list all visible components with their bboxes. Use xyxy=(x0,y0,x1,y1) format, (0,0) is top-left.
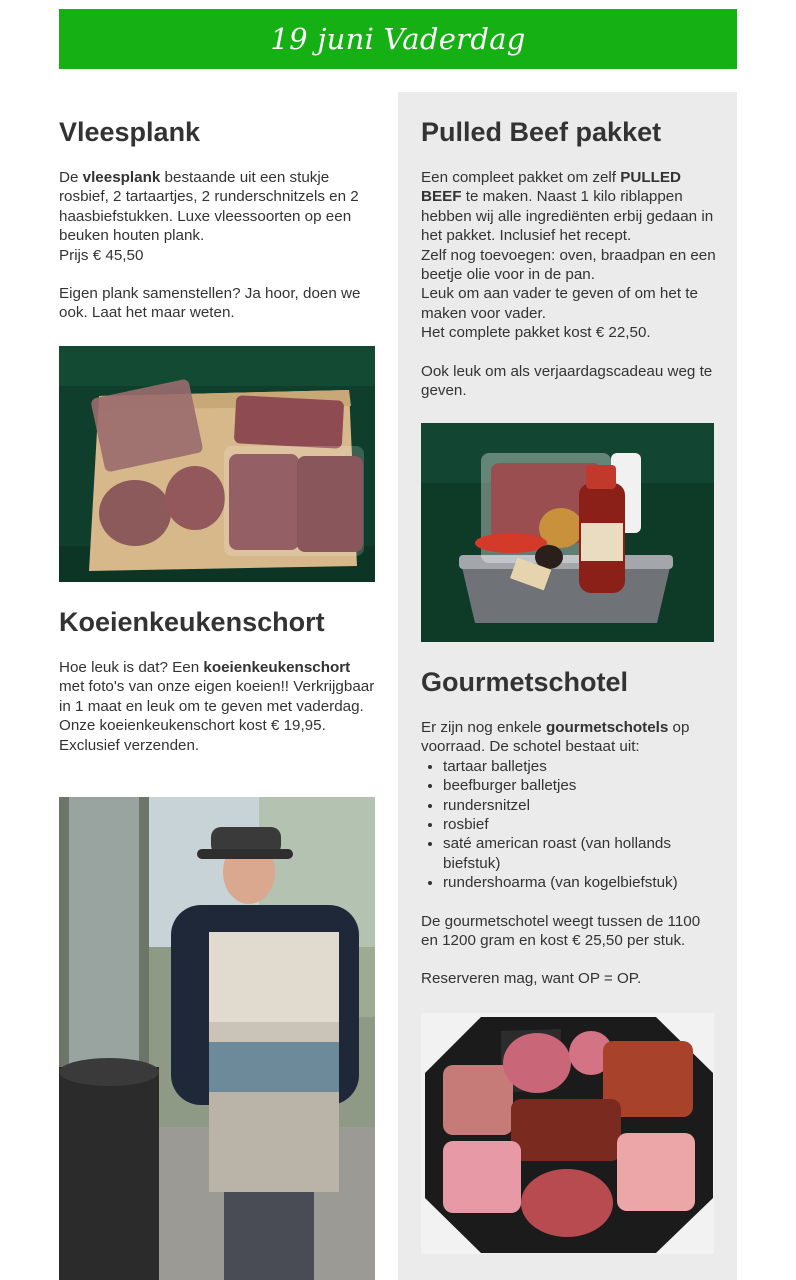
schort-description xyxy=(59,658,375,716)
pulled-gift: Leuk om aan vader te geven of om het te maken voor vader. xyxy=(421,285,698,322)
bold-text: koeienkeukenschort xyxy=(203,659,351,676)
gourmet-list xyxy=(421,757,717,893)
right-column xyxy=(421,92,717,988)
text: Een compleet pakket om zelf xyxy=(421,169,621,186)
list-item: • rosbief xyxy=(443,815,717,834)
gourmet-text xyxy=(421,718,717,989)
banner-title: 19 juni Vaderdag xyxy=(270,22,526,56)
pulled-heading: Pulled Beef pakket xyxy=(421,117,662,147)
vleesplank-custom: Eigen plank samenstellen? Ja hoor, doen we ook. Laat het maar weten. xyxy=(59,285,361,322)
text: op voorraad. De schotel bestaat uit: xyxy=(421,719,690,756)
vleesplank-heading: Vleesplank xyxy=(59,117,201,147)
schort-text xyxy=(59,658,375,755)
gourmet-description xyxy=(421,718,717,757)
vleesplank-price: Prijs € 45,50 xyxy=(59,246,144,264)
text: te maken. Naast 1 kilo riblappen hebben wij alle ingrediënten erbij gedaan in het pakket. Inclusief het recept. xyxy=(421,188,714,245)
schort-price: Onze koeienkeukenschort kost € 19,95. xyxy=(59,717,326,735)
pulled-add: Zelf nog toevoegen: oven, braadpan en een beetje olie voor in de pan. xyxy=(421,246,716,284)
pulled-description xyxy=(421,168,717,246)
banner xyxy=(59,9,737,69)
text: bestaande uit een stukje rosbief, 2 tartaartjes, 2 runderschnitzels en 2 haasbiefstukken. Luxe vleessoorten op een beuken houten plank. xyxy=(59,169,359,245)
text: met foto's van onze eigen koeien!! Verkrijgbaar in 1 maat en leuk om te geven met vaderdag. xyxy=(59,678,375,715)
vleesplank-photo xyxy=(59,346,375,582)
text: Hoe leuk is dat? Een xyxy=(59,659,204,676)
schort-photo xyxy=(59,797,375,1280)
vleesplank-description xyxy=(59,168,375,246)
pulled-birthday: Ook leuk om als verjaardagscadeau weg te geven. xyxy=(421,362,713,400)
gourmet-heading: Gourmetschotel xyxy=(421,667,629,697)
list-item: • tartaar balletjes xyxy=(443,757,717,776)
bold-text: vleesplank xyxy=(82,169,161,186)
list-item: • beefburger balletjes xyxy=(443,776,717,795)
bold-text: PULLED BEEF xyxy=(421,169,681,206)
list-item: • rundershoarma (van kogelbiefstuk) xyxy=(443,873,717,892)
gourmet-reserve: Reserveren mag, want OP = OP. xyxy=(421,970,642,988)
pulled-price: Het complete pakket kost € 22,50. xyxy=(421,324,651,342)
schort-shipping: Exclusief verzenden. xyxy=(59,736,200,754)
gourmet-weight-price: De gourmetschotel weegt tussen de 1100 en 1200 gram en kost € 25,50 per stuk. xyxy=(421,912,701,950)
gourmet-photo xyxy=(421,1013,714,1254)
text: De xyxy=(59,169,83,186)
list-item: • saté american roast (van hollands biefstuk) xyxy=(443,834,717,873)
pulled-beef-photo xyxy=(421,423,714,642)
bold-text: gourmetschotels xyxy=(545,719,669,736)
schort-heading: Koeienkeukenschort xyxy=(59,607,325,637)
list-item: • rundersnitzel xyxy=(443,796,717,815)
left-column xyxy=(59,92,375,754)
text: Er zijn nog enkele xyxy=(421,719,546,736)
